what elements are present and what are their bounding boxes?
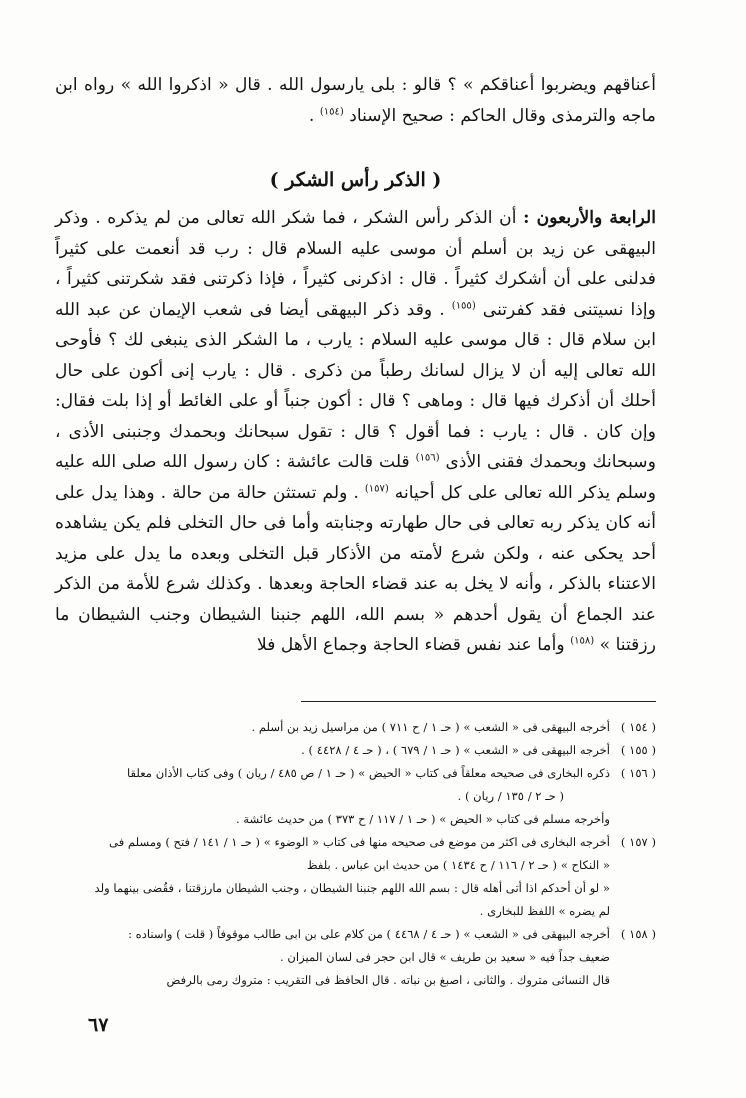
paragraph-text-3: قلت قالت عائشة : كان رسول الله صلى الله عليه وسلم يذكر الله تعالى على كل أحيانه <box>55 452 657 503</box>
footnote-158 <box>55 923 656 992</box>
main-paragraph <box>55 203 656 661</box>
footnote-number: ( ١٥٤ ) <box>620 719 656 734</box>
footnote-line: « النكاح » ( حـ ٢ / ١١٦ / ح ١٤٣٤ ) من حديث ابن عباس . بلفظ <box>306 857 610 872</box>
footnote-ref-155: (١٥٥) <box>451 299 476 311</box>
footnote-157 <box>55 831 656 923</box>
footnote-line: أخرجه البيهقى فى « الشعب » ( حـ ١ / ٦٧٩ ) ، ( حـ ٤ / ٤٤٢٨ ) . <box>301 742 610 757</box>
footnote-ref-157: (١٥٧) <box>364 482 389 494</box>
intro-line-2: والترمذى وقال الحاكم : صحيح الإسناد <box>349 105 617 126</box>
paragraph-text-1: أن الذكر رأس الشكر ، فما شكر الله تعالى من لم يذكره . وذكر البيهقى عن زيد بن أسلم أن موسى عليه السلام قال : رب قد أنعمت على كثيراً فدلنى على أن أشكرك كثيراً . قال : اذكرنى كثيراً ، فإذا ذكرتنى فقد شكرتنى كثيراً ، وإذا نسيتنى فقد كفرتنى <box>55 208 656 320</box>
footnote-line: « لو أن أحدكم اذا أتى أهله قال : بسم الله اللهم جنبنا الشيطان ، وجنب الشيطان مارزقتنا ، فقُضى بينهما ولد <box>94 880 610 895</box>
intro-line-2-end: . <box>308 105 315 126</box>
body-text <box>55 70 656 661</box>
footnote-line: أخرجه البيهقى فى « الشعب » ( حـ ١ / ح ٧١١ ) من مراسيل زيد بن أسلم . <box>251 719 610 734</box>
footnote-ref-154: (١٥٤) <box>319 105 344 117</box>
footnote-ref-156: (١٥٦) <box>415 452 440 464</box>
section-heading: ( الذكر رأس الشكر ) <box>269 169 442 191</box>
footnote-number: ( ١٥٧ ) <box>620 834 656 849</box>
footnote-ref-158: (١٥٨) <box>570 635 595 647</box>
paragraph-text-2: . وقد ذكر البيهقى أيضا فى شعب الإيمان عن عبد الله ابن سلام قال : قال موسى عليه السلام : يارب ، ما الشكر الذى ينبغى لك ؟ فأوحى الله تعالى إليه أن لا يزال لسانك رطباً من ذكرى . قال : يارب إنى أكون على حال أحلك أن أذكرك فيها قال : وماهى ؟ قال : أكون جنباً أو على الغائط أو إذا بلت فقال: وإن كان . قال : يارب : فما أقول ؟ قال : تقول سبحانك وبحمدك وجنبنى الأذى ، وسبحانك وبحمدك فقنى الأذى <box>55 299 657 472</box>
footnote-155 <box>55 739 656 762</box>
paragraph-text-4: . ولم تستثن حالة من حالة . وهذا يدل على أنه كان يذكر ربه تعالى فى حال طهارته وجنابته وأما فى حال التخلى فلم يكن يشاهده أحد يحكى عنه ، ولكن شرع لأمته من الأذكار قبل التخلى وبعده ما يدل على مزيد الاعتناء بالذكر ، وأنه لا يخل به عند قضاء الحاجة وبعدها . وكذلك شرع للأمة من الذكر عند الجماع أن يقول أحدهم « بسم الله، اللهم جنبنا الشيطان وجنب الشيطان ما رزقتنا » <box>55 482 656 655</box>
footnote-154 <box>55 716 656 739</box>
footnote-number: ( ١٥٥ ) <box>620 742 656 757</box>
footnote-line: لم يضره » اللفظ للبخارى . <box>479 903 610 918</box>
intro-line-1: أعناقهم ويضربوا أعناقكم » ؟ قالو : بلى يارسول الله . قال « اذكروا الله » رواه ابن ماجه <box>55 75 656 126</box>
footnote-line: وأخرجه مسلم فى كتاب « الحيض » ( حـ ١ / ١١٧ / ح ٣٧٣ ) من حديث عائشة . <box>235 811 610 826</box>
footnote-line: ذكره البخارى فى صحيحه معلقاً فى كتاب « الحيض » ( حـ ١ / ص ٤٨٥ / ريان ) وفى كتاب الأذان معلقا <box>126 765 610 780</box>
intro-paragraph <box>55 70 656 131</box>
footnote-line: أخرجه البيهقى فى « الشعب » ( حـ ٤ / ٤٤٦٨ ) من كلام على بن ابى طالب موقوفاً ( قلت ) واسناده : <box>128 926 610 941</box>
footnote-number <box>610 808 656 831</box>
footnote-line: قال النسائى متروك . والثانى ، اصبغ بن نباته . قال الحافظ فى التقريب : متروك رمى بالرفض <box>166 972 610 987</box>
footnote-separator <box>301 701 656 702</box>
paragraph-lead: الرابعة والأربعون : <box>523 208 656 228</box>
footnotes <box>55 716 656 992</box>
footnote-line: أخرجه البخارى فى اكثر من موضع فى صحيحه منها فى كتاب « الوضوء » ( حـ ١ / ١٤١ / فتح ) ومسلم فى <box>109 834 610 849</box>
footnote-number: ( ١٥٦ ) <box>620 765 656 780</box>
footnote-number: ( ١٥٨ ) <box>620 926 656 941</box>
footnote-156 <box>55 762 656 808</box>
footnote-line: ( حـ ٢ / ١٣٥ / ريان ) . <box>457 788 564 803</box>
footnote-line: ضعيف جداً فيه « سعيد بن طريف » قال ابن حجر فى لسان الميزان . <box>280 949 610 964</box>
paragraph-text-5: وأما عند نفس قضاء الحاجة وجماع الأهل فلا <box>256 635 565 655</box>
footnote-156-continued <box>55 808 656 831</box>
page-number: ٦٧ <box>88 1014 109 1036</box>
